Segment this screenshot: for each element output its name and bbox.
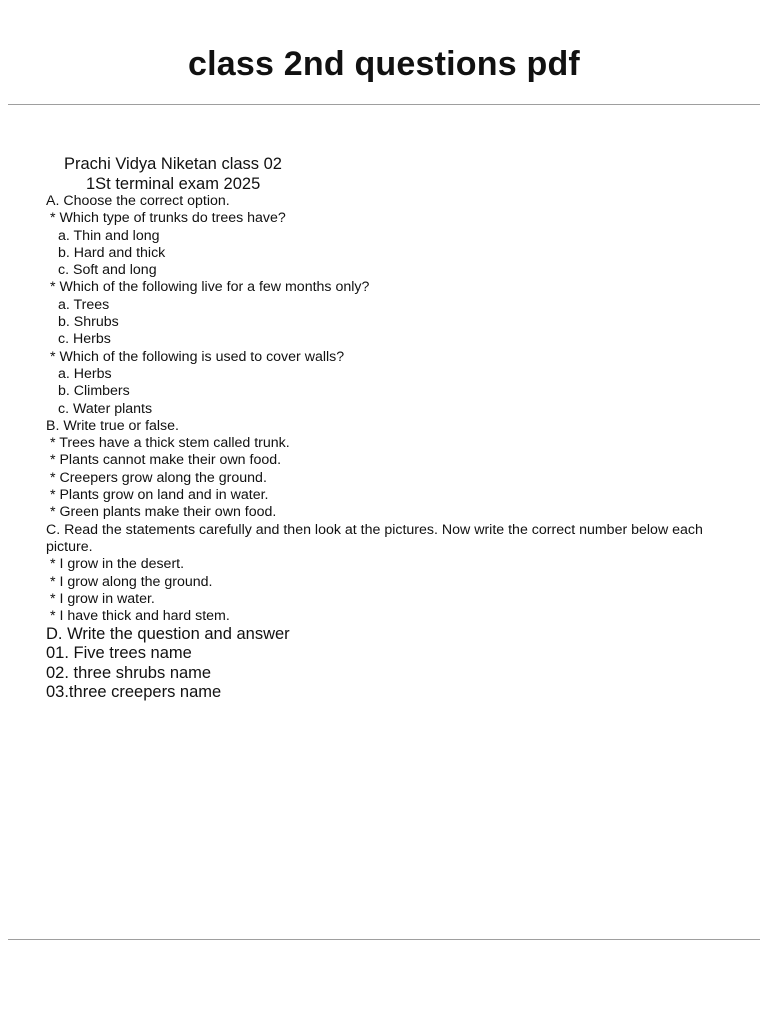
section-c-heading: C. Read the statements carefully and then look at the pictures. Now write the correct number below each picture.: [46, 521, 703, 555]
question-a3: * Which of the following is used to cover walls?: [50, 348, 345, 365]
bottom-divider: [8, 939, 760, 940]
question-d1: 01. Five trees name: [46, 644, 192, 663]
option-a2-c: c. Herbs: [58, 331, 111, 348]
true-false-item: * Plants grow on land and in water.: [50, 487, 269, 504]
section-b-heading: B. Write true or false.: [46, 417, 179, 434]
statement-item: * I have thick and hard stem.: [50, 608, 230, 625]
question-a2: * Which of the following live for a few months only?: [50, 279, 370, 296]
option-a3-a: a. Herbs: [58, 365, 112, 382]
option-a2-a: a. Trees: [58, 296, 110, 313]
true-false-item: * Creepers grow along the ground.: [50, 469, 267, 486]
question-d2: 02. three shrubs name: [46, 663, 212, 682]
exam-name: 1St terminal exam 2025: [86, 175, 261, 193]
top-divider: [8, 104, 760, 105]
question-d3: 03.three creepers name: [46, 682, 222, 701]
statement-item: * I grow in the desert.: [50, 556, 185, 573]
option-a3-c: c. Water plants: [58, 400, 153, 417]
question-body: [46, 193, 726, 625]
school-name: Prachi Vidya Niketan class 02: [64, 155, 282, 173]
statement-item: * I grow along the ground.: [50, 573, 213, 590]
option-a2-b: b. Shrubs: [58, 314, 119, 331]
question-a1: * Which type of trunks do trees have?: [50, 210, 286, 227]
section-d: [46, 625, 290, 702]
option-a1-b: b. Hard and thick: [58, 244, 166, 261]
option-a1-c: c. Soft and long: [58, 262, 157, 279]
true-false-item: * Plants cannot make their own food.: [50, 452, 282, 469]
section-d-heading: D. Write the question and answer: [46, 625, 290, 643]
statement-item: * I grow in water.: [50, 590, 155, 607]
option-a3-b: b. Climbers: [58, 383, 130, 400]
true-false-item: * Green plants make their own food.: [50, 504, 277, 521]
option-a1-a: a. Thin and long: [58, 227, 160, 244]
page-title: class 2nd questions pdf: [188, 45, 580, 83]
section-a-heading: A. Choose the correct option.: [46, 193, 230, 209]
true-false-item: * Trees have a thick stem called trunk.: [50, 435, 290, 452]
